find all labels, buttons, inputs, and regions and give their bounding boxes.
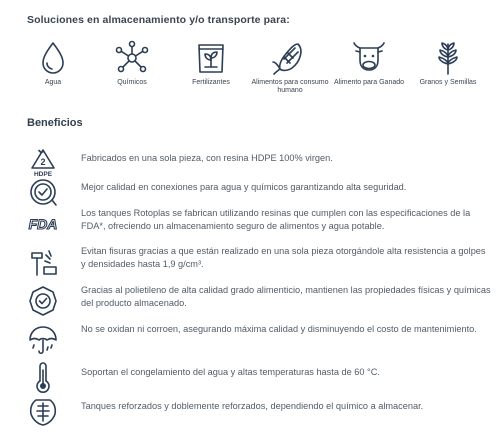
use-item-fertilizers bbox=[172, 38, 250, 87]
hammer-impact-icon bbox=[26, 245, 60, 279]
use-label: Agua bbox=[44, 79, 62, 86]
connection-quality-icon bbox=[26, 175, 60, 209]
umbrella-corrosion-icon bbox=[26, 323, 60, 357]
use-label: Alimentos para consumo humano bbox=[251, 79, 329, 94]
benefit-text: Fabricados en una sola pieza, con resina HDPE 100% virgen. bbox=[81, 153, 333, 163]
thermometer-icon bbox=[26, 360, 60, 394]
molecule-icon bbox=[112, 38, 152, 78]
hdpe-label: HDPE bbox=[33, 171, 53, 178]
food-grade-polyethylene-icon bbox=[26, 284, 60, 318]
benefit-text: Evitan fisuras gracias a que están realizado en una sola pieza otorgándole alta resistencia a golpes y densidades hasta 1,9 g/cm³. bbox=[81, 246, 486, 269]
use-item-grains-seeds bbox=[409, 38, 487, 87]
benefit-item-impact bbox=[26, 245, 486, 281]
fertilizer-bag-icon bbox=[191, 38, 231, 78]
use-label: Fertilizantes bbox=[192, 79, 230, 86]
benefit-text: No se oxidan ni corroen, asegurando máxima calidad y disminuyendo el costo de mantenimiento. bbox=[81, 324, 477, 334]
benefit-text: Soportan el congelamiento del agua y altas temperaturas hasta de 60 °C. bbox=[81, 367, 380, 377]
uses-row bbox=[14, 38, 484, 108]
fda-label: FDA bbox=[28, 216, 58, 232]
use-item-water bbox=[14, 38, 92, 87]
use-item-livestock-feed bbox=[330, 38, 408, 87]
hdpe-number: 2 bbox=[40, 157, 46, 167]
water-drop-icon bbox=[33, 38, 73, 78]
page-title: Soluciones en almacenamiento y/o transporte para: bbox=[27, 14, 290, 26]
use-label: Alimento para Ganado bbox=[333, 79, 405, 86]
cow-icon bbox=[349, 38, 389, 78]
use-item-human-food bbox=[251, 38, 329, 95]
benefit-item-temperature bbox=[26, 360, 486, 396]
benefit-text: Los tanques Rotoplas se fabrican utilizando resinas que cumplen con las especificaciones de la FDA*, ofreciendo un almacenamiento seguro de alimentos y agua potable. bbox=[81, 208, 471, 231]
benefit-item-corrosion bbox=[26, 323, 486, 359]
use-label: Granos y Semillas bbox=[419, 79, 477, 86]
use-item-chemicals bbox=[93, 38, 171, 87]
benefit-item-food-grade bbox=[26, 284, 491, 320]
corn-icon bbox=[270, 38, 310, 78]
benefit-item-reinforced bbox=[26, 394, 486, 430]
reinforced-shield-icon bbox=[26, 394, 60, 428]
use-label: Químicos bbox=[117, 79, 147, 86]
benefit-item-connections bbox=[26, 175, 486, 211]
benefit-text: Mejor calidad en conexiones para agua y químicos garantizando alta seguridad. bbox=[81, 182, 407, 192]
wheat-icon bbox=[428, 38, 468, 78]
benefits-heading: Beneficios bbox=[27, 117, 83, 129]
benefit-text: Gracias al polietileno de alta calidad grado alimenticio, mantienen las propiedades físicas y químicas del producto almacenado. bbox=[81, 285, 491, 308]
benefit-text: Tanques reforzados y doblemente reforzados, dependiendo el químico a almacenar. bbox=[81, 401, 424, 411]
benefit-item-fda bbox=[26, 207, 486, 243]
fda-icon bbox=[26, 207, 60, 241]
